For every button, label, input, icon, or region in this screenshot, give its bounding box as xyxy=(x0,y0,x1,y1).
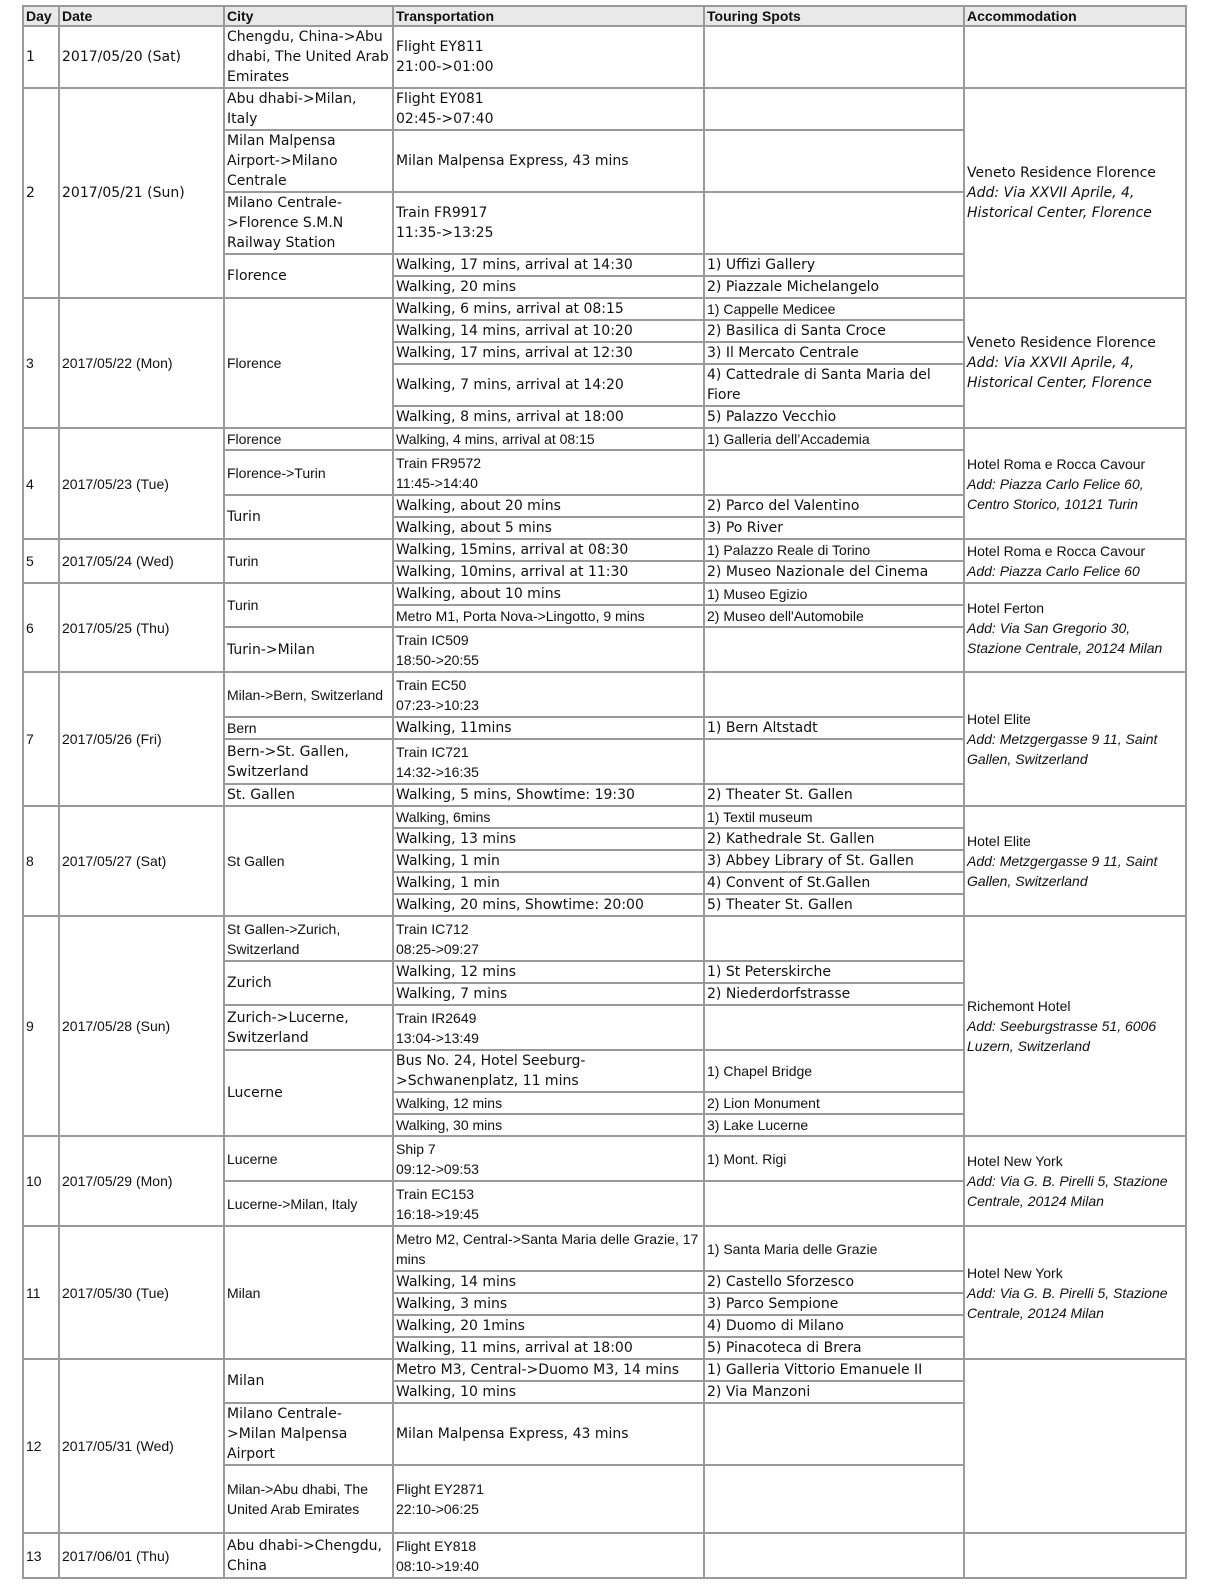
transportation-cell xyxy=(393,872,704,894)
touring-spot-cell: 1) Mont. Rigi xyxy=(704,1136,964,1181)
transportation-cell xyxy=(393,130,704,192)
hotel-name: Veneto Residence Florence xyxy=(967,335,1156,351)
touring-spot-cell: 2) Parco del Valentino xyxy=(704,495,964,517)
transportation-line: Flight EY811 xyxy=(396,39,484,55)
hotel-address: Add: Piazza Carlo Felice 60 xyxy=(967,563,1140,579)
header-day: Day xyxy=(23,6,59,26)
city-cell: Zurich->Lucerne, Switzerland xyxy=(224,1005,393,1050)
city-cell: St Gallen xyxy=(224,806,393,916)
transportation-line: 22:10->06:25 xyxy=(396,1501,479,1517)
transportation-cell xyxy=(393,539,704,561)
transportation-line: Train EC50 xyxy=(396,676,467,693)
hotel-address: Add: Via XXVII Aprile, 4, Historical Center, Florence xyxy=(967,185,1152,221)
hotel-address: Add: Via XXVII Aprile, 4, Historical Center, Florence xyxy=(967,355,1152,391)
transportation-cell xyxy=(393,1226,704,1271)
touring-spot-cell: 2) Niederdorfstrasse xyxy=(704,983,964,1005)
day-number: 13 xyxy=(23,1533,59,1578)
transportation-line: 07:23->10:23 xyxy=(396,696,479,713)
touring-spot-cell xyxy=(704,916,964,961)
transportation-cell xyxy=(393,961,704,983)
day-number: 4 xyxy=(23,428,59,539)
header-accommodation: Accommodation xyxy=(964,6,1186,26)
transportation-line: Walking, 4 mins, arrival at 08:15 xyxy=(396,431,595,447)
transportation-line: Train IC509 xyxy=(396,631,469,648)
transportation-line: Walking, 14 mins, arrival at 10:20 xyxy=(396,323,633,339)
hotel-name: Hotel Elite xyxy=(967,711,1031,727)
touring-spot-cell xyxy=(704,627,964,672)
transportation-cell xyxy=(393,1293,704,1315)
header-date: Date xyxy=(59,6,224,26)
touring-spot-cell xyxy=(704,130,964,192)
day-date: 2017/05/25 (Thu) xyxy=(59,583,224,672)
city-cell: Bern xyxy=(224,717,393,739)
touring-spot-cell: 2) Museo Nazionale del Cinema xyxy=(704,561,964,583)
city-cell: Turin->Milan xyxy=(224,627,393,672)
transportation-cell xyxy=(393,983,704,1005)
transportation-line: 02:45->07:40 xyxy=(396,111,494,127)
transportation-line: Walking, 11mins xyxy=(396,720,512,736)
city-cell: Milano Centrale->Florence S.M.N Railway Station xyxy=(224,192,393,254)
touring-spot-cell: 2) Kathedrale St. Gallen xyxy=(704,828,964,850)
transportation-line: 21:00->01:00 xyxy=(396,59,494,75)
header-transportation: Transportation xyxy=(393,6,704,26)
hotel-name: Hotel Elite xyxy=(967,833,1031,849)
hotel-name: Hotel New York xyxy=(967,1153,1063,1169)
transportation-line: Walking, 20 mins xyxy=(396,279,517,295)
transportation-line: Metro M1, Porta Nova->Lingotto, 9 mins xyxy=(396,608,645,624)
transportation-cell xyxy=(393,192,704,254)
city-cell: Milano Centrale->Milan Malpensa Airport xyxy=(224,1403,393,1465)
transportation-line: Milan Malpensa Express, 43 mins xyxy=(396,153,629,169)
touring-spot-cell: 2) Basilica di Santa Croce xyxy=(704,320,964,342)
transportation-cell xyxy=(393,672,704,717)
transportation-line: Walking, 6 mins, arrival at 08:15 xyxy=(396,301,624,317)
transportation-line: 11:45->14:40 xyxy=(396,474,478,491)
transportation-line: Walking, 1 min xyxy=(396,875,500,891)
day-number: 10 xyxy=(23,1136,59,1226)
transportation-line: Walking, about 20 mins xyxy=(396,498,561,514)
transportation-cell xyxy=(393,627,704,672)
transportation-cell xyxy=(393,1337,704,1359)
itinerary-row xyxy=(23,539,1186,561)
transportation-line: 13:04->13:49 xyxy=(396,1029,479,1046)
transportation-cell xyxy=(393,406,704,428)
header-row xyxy=(23,6,1186,26)
city-cell: Florence xyxy=(224,298,393,428)
touring-spot-cell: 3) Il Mercato Centrale xyxy=(704,342,964,364)
accommodation-cell xyxy=(964,672,1186,806)
touring-spot-cell xyxy=(704,1533,964,1578)
itinerary-body xyxy=(23,26,1186,1578)
touring-spot-cell: 1) St Peterskirche xyxy=(704,961,964,983)
transportation-cell xyxy=(393,276,704,298)
transportation-line: Train EC153 xyxy=(396,1185,475,1202)
transportation-cell xyxy=(393,561,704,583)
touring-spot-cell: 5) Palazzo Vecchio xyxy=(704,406,964,428)
itinerary-row xyxy=(23,583,1186,605)
touring-spot-cell: 4) Convent of St.Gallen xyxy=(704,872,964,894)
touring-spot-cell xyxy=(704,739,964,784)
day-date: 2017/05/29 (Mon) xyxy=(59,1136,224,1226)
transportation-cell xyxy=(393,605,704,627)
itinerary-table xyxy=(22,5,1187,1579)
city-cell: Abu dhabi->Chengdu, China xyxy=(224,1533,393,1578)
touring-spot-cell: 3) Abbey Library of St. Gallen xyxy=(704,850,964,872)
accommodation-cell xyxy=(964,298,1186,428)
transportation-line: Walking, 20 1mins xyxy=(396,1318,525,1334)
itinerary-row xyxy=(23,26,1186,88)
touring-spot-cell: 1) Bern Altstadt xyxy=(704,717,964,739)
city-cell: St Gallen->Zurich, Switzerland xyxy=(224,916,393,961)
transportation-cell xyxy=(393,739,704,784)
transportation-line: Train FR9917 xyxy=(396,205,488,221)
day-number: 3 xyxy=(23,298,59,428)
accommodation-cell xyxy=(964,583,1186,672)
transportation-line: Walking, 6mins xyxy=(396,809,491,825)
city-cell: Milan xyxy=(224,1359,393,1403)
transportation-cell xyxy=(393,916,704,961)
touring-spot-cell xyxy=(704,1005,964,1050)
day-date: 2017/05/23 (Tue) xyxy=(59,428,224,539)
day-number: 7 xyxy=(23,672,59,806)
city-cell: Chengdu, China->Abu dhabi, The United Arab Emirates xyxy=(224,26,393,88)
day-date: 2017/05/26 (Fri) xyxy=(59,672,224,806)
hotel-name: Hotel Roma e Rocca Cavour xyxy=(967,455,1146,472)
hotel-address: Add: Seeburgstrasse 51, 6006 Luzern, Switzerland xyxy=(967,1018,1157,1054)
transportation-line: Walking, 8 mins, arrival at 18:00 xyxy=(396,409,624,425)
transportation-cell xyxy=(393,450,704,495)
transportation-line: 16:18->19:45 xyxy=(396,1205,479,1222)
touring-spot-cell: 3) Po River xyxy=(704,517,964,539)
hotel-name: Hotel New York xyxy=(967,1264,1063,1281)
itinerary-row xyxy=(23,1226,1186,1271)
touring-spot-cell: 5) Pinacoteca di Brera xyxy=(704,1337,964,1359)
touring-spot-cell xyxy=(704,192,964,254)
transportation-line: Bus No. 24, Hotel Seeburg->Schwanenplatz, 11 mins xyxy=(396,1053,586,1089)
city-cell: Florence xyxy=(224,428,393,450)
transportation-line: Flight EY081 xyxy=(396,91,484,107)
hotel-address: Add: Via San Gregorio 30, Stazione Centrale, 20124 Milan xyxy=(967,619,1163,656)
touring-spot-cell: 2) Lion Monument xyxy=(704,1092,964,1114)
touring-spot-cell: 1) Chapel Bridge xyxy=(704,1050,964,1092)
transportation-cell xyxy=(393,717,704,739)
transportation-line: Train FR9572 xyxy=(396,454,482,471)
transportation-line: Walking, about 10 mins xyxy=(396,586,561,602)
transportation-line: Walking, about 5 mins xyxy=(396,520,552,536)
transportation-line: 18:50->20:55 xyxy=(396,651,479,668)
city-cell: Turin xyxy=(224,539,393,583)
accommodation-cell xyxy=(964,916,1186,1136)
accommodation-cell xyxy=(964,539,1186,583)
transportation-cell xyxy=(393,1136,704,1181)
city-cell: St. Gallen xyxy=(224,784,393,806)
transportation-line: Walking, 12 mins xyxy=(396,1095,503,1111)
hotel-address: Add: Via G. B. Pirelli 5, Stazione Centrale, 20124 Milan xyxy=(967,1173,1168,1209)
touring-spot-cell: 2) Castello Sforzesco xyxy=(704,1271,964,1293)
transportation-cell xyxy=(393,806,704,828)
transportation-line: Walking, 10mins, arrival at 11:30 xyxy=(396,564,629,580)
hotel-name: Hotel Roma e Rocca Cavour xyxy=(967,543,1146,559)
transportation-cell xyxy=(393,298,704,320)
accommodation-cell xyxy=(964,26,1186,88)
touring-spot-cell xyxy=(704,1181,964,1226)
itinerary-row xyxy=(23,1533,1186,1578)
touring-spot-cell: 2) Museo dell'Automobile xyxy=(704,605,964,627)
touring-spot-cell: 1) Galleria Vittorio Emanuele II xyxy=(704,1359,964,1381)
touring-spot-cell: 3) Lake Lucerne xyxy=(704,1114,964,1136)
transportation-cell xyxy=(393,1359,704,1381)
transportation-cell xyxy=(393,88,704,130)
day-date: 2017/05/30 (Tue) xyxy=(59,1226,224,1359)
day-date: 2017/06/01 (Thu) xyxy=(59,1533,224,1578)
transportation-line: Walking, 7 mins xyxy=(396,986,508,1002)
city-cell: Milan->Bern, Switzerland xyxy=(224,672,393,717)
accommodation-cell xyxy=(964,428,1186,539)
city-cell: Lucerne->Milan, Italy xyxy=(224,1181,393,1226)
transportation-line: Walking, 17 mins, arrival at 14:30 xyxy=(396,257,633,273)
touring-spot-cell: 1) Uffizi Gallery xyxy=(704,254,964,276)
day-date: 2017/05/31 (Wed) xyxy=(59,1359,224,1533)
itinerary-row xyxy=(23,1136,1186,1181)
day-number: 12 xyxy=(23,1359,59,1533)
transportation-line: Walking, 10 mins xyxy=(396,1384,517,1400)
transportation-line: Train IR2649 xyxy=(396,1009,477,1026)
touring-spot-cell: 2) Via Manzoni xyxy=(704,1381,964,1403)
transportation-cell xyxy=(393,517,704,539)
transportation-line: Milan Malpensa Express, 43 mins xyxy=(396,1426,629,1442)
day-number: 11 xyxy=(23,1226,59,1359)
transportation-line: Walking, 17 mins, arrival at 12:30 xyxy=(396,345,633,361)
transportation-cell xyxy=(393,1381,704,1403)
city-cell: Abu dhabi->Milan, Italy xyxy=(224,88,393,130)
touring-spot-cell xyxy=(704,672,964,717)
touring-spot-cell xyxy=(704,26,964,88)
city-cell: Lucerne xyxy=(224,1136,393,1181)
header-city: City xyxy=(224,6,393,26)
touring-spot-cell: 4) Duomo di Milano xyxy=(704,1315,964,1337)
transportation-cell xyxy=(393,1465,704,1533)
day-number: 9 xyxy=(23,916,59,1136)
transportation-line: Walking, 14 mins xyxy=(396,1274,517,1290)
city-cell: Turin xyxy=(224,583,393,627)
transportation-line: Walking, 13 mins xyxy=(396,831,517,847)
touring-spot-cell xyxy=(704,88,964,130)
touring-spot-cell xyxy=(704,1465,964,1533)
city-cell: Milan Malpensa Airport->Milano Centrale xyxy=(224,130,393,192)
day-date: 2017/05/24 (Wed) xyxy=(59,539,224,583)
transportation-line: Ship 7 xyxy=(396,1140,436,1157)
accommodation-cell xyxy=(964,1226,1186,1359)
touring-spot-cell: 1) Santa Maria delle Grazie xyxy=(704,1226,964,1271)
accommodation-cell xyxy=(964,806,1186,916)
transportation-line: Walking, 20 mins, Showtime: 20:00 xyxy=(396,897,644,913)
transportation-line: 09:12->09:53 xyxy=(396,1160,479,1177)
itinerary-row xyxy=(23,88,1186,130)
day-number: 1 xyxy=(23,26,59,88)
day-date: 2017/05/28 (Sun) xyxy=(59,916,224,1136)
transportation-cell xyxy=(393,1092,704,1114)
itinerary-row xyxy=(23,298,1186,320)
transportation-line: Walking, 15mins, arrival at 08:30 xyxy=(396,542,629,558)
touring-spot-cell xyxy=(704,1403,964,1465)
hotel-name: Richemont Hotel xyxy=(967,998,1071,1014)
touring-spot-cell: 2) Piazzale Michelangelo xyxy=(704,276,964,298)
transportation-cell xyxy=(393,1114,704,1136)
day-date: 2017/05/22 (Mon) xyxy=(59,298,224,428)
touring-spot-cell xyxy=(704,450,964,495)
day-number: 6 xyxy=(23,583,59,672)
accommodation-cell xyxy=(964,1136,1186,1226)
touring-spot-cell: 1) Textil museum xyxy=(704,806,964,828)
touring-spot-cell: 5) Theater St. Gallen xyxy=(704,894,964,916)
transportation-line: Walking, 11 mins, arrival at 18:00 xyxy=(396,1340,633,1356)
touring-spot-cell: 1) Palazzo Reale di Torino xyxy=(704,539,964,561)
transportation-cell xyxy=(393,364,704,406)
city-cell: Bern->St. Gallen, Switzerland xyxy=(224,739,393,784)
touring-spot-cell: 4) Cattedrale di Santa Maria del Fiore xyxy=(704,364,964,406)
hotel-address: Add: Piazza Carlo Felice 60, Centro Storico, 10121 Turin xyxy=(967,475,1144,512)
header-touring-spots: Touring Spots xyxy=(704,6,964,26)
transportation-cell xyxy=(393,342,704,364)
itinerary-row xyxy=(23,428,1186,450)
day-number: 8 xyxy=(23,806,59,916)
transportation-line: 08:10->19:40 xyxy=(396,1557,479,1574)
transportation-line: Metro M2, Central->Santa Maria delle Grazie, 17 mins xyxy=(396,1230,699,1267)
transportation-cell xyxy=(393,320,704,342)
transportation-line: Walking, 30 mins xyxy=(396,1117,503,1133)
city-cell: Turin xyxy=(224,495,393,539)
transportation-line: Flight EY2871 xyxy=(396,1481,484,1497)
transportation-line: Walking, 12 mins xyxy=(396,964,517,980)
transportation-cell xyxy=(393,894,704,916)
transportation-cell xyxy=(393,1271,704,1293)
transportation-cell xyxy=(393,1050,704,1092)
itinerary-row xyxy=(23,806,1186,828)
transportation-cell xyxy=(393,428,704,450)
transportation-line: Flight EY818 xyxy=(396,1537,477,1554)
transportation-line: Walking, 5 mins, Showtime: 19:30 xyxy=(396,787,635,803)
transportation-line: 11:35->13:25 xyxy=(396,225,494,241)
city-cell: Milan->Abu dhabi, The United Arab Emirates xyxy=(224,1465,393,1533)
touring-spot-cell: 1) Museo Egizio xyxy=(704,583,964,605)
hotel-name: Hotel Ferton xyxy=(967,599,1045,616)
transportation-cell xyxy=(393,1005,704,1050)
transportation-line: Train IC721 xyxy=(396,743,469,760)
hotel-address: Add: Via G. B. Pirelli 5, Stazione Centrale, 20124 Milan xyxy=(967,1284,1168,1321)
touring-spot-cell: 3) Parco Sempione xyxy=(704,1293,964,1315)
transportation-cell xyxy=(393,254,704,276)
hotel-address: Add: Metzgergasse 9 11, Saint Gallen, Switzerland xyxy=(967,731,1158,767)
itinerary-row xyxy=(23,916,1186,961)
transportation-cell xyxy=(393,850,704,872)
city-cell: Zurich xyxy=(224,961,393,1005)
transportation-cell xyxy=(393,583,704,605)
transportation-cell xyxy=(393,1533,704,1578)
day-date: 2017/05/27 (Sat) xyxy=(59,806,224,916)
transportation-cell xyxy=(393,828,704,850)
transportation-cell xyxy=(393,784,704,806)
touring-spot-cell: 1) Cappelle Medicee xyxy=(704,298,964,320)
transportation-cell xyxy=(393,1403,704,1465)
day-date: 2017/05/20 (Sat) xyxy=(59,26,224,88)
accommodation-cell xyxy=(964,1359,1186,1533)
transportation-cell xyxy=(393,1181,704,1226)
hotel-name: Veneto Residence Florence xyxy=(967,165,1156,181)
accommodation-cell xyxy=(964,88,1186,298)
accommodation-cell xyxy=(964,1533,1186,1578)
transportation-cell xyxy=(393,26,704,88)
touring-spot-cell: 2) Theater St. Gallen xyxy=(704,784,964,806)
day-date: 2017/05/21 (Sun) xyxy=(59,88,224,298)
transportation-line: 08:25->09:27 xyxy=(396,940,479,957)
transportation-line: 14:32->16:35 xyxy=(396,763,479,780)
city-cell: Lucerne xyxy=(224,1050,393,1136)
day-number: 5 xyxy=(23,539,59,583)
day-number: 2 xyxy=(23,88,59,298)
city-cell: Florence->Turin xyxy=(224,450,393,495)
itinerary-row xyxy=(23,1359,1186,1381)
transportation-line: Walking, 1 min xyxy=(396,853,500,869)
itinerary-row xyxy=(23,672,1186,717)
city-cell: Florence xyxy=(224,254,393,298)
hotel-address: Add: Metzgergasse 9 11, Saint Gallen, Switzerland xyxy=(967,853,1158,889)
transportation-line: Metro M3, Central->Duomo M3, 14 mins xyxy=(396,1362,680,1378)
transportation-line: Walking, 7 mins, arrival at 14:20 xyxy=(396,377,624,393)
transportation-cell xyxy=(393,495,704,517)
city-cell: Milan xyxy=(224,1226,393,1359)
transportation-line: Train IC712 xyxy=(396,920,469,937)
transportation-line: Walking, 3 mins xyxy=(396,1296,508,1312)
touring-spot-cell: 1) Galleria dell’Accademia xyxy=(704,428,964,450)
transportation-cell xyxy=(393,1315,704,1337)
